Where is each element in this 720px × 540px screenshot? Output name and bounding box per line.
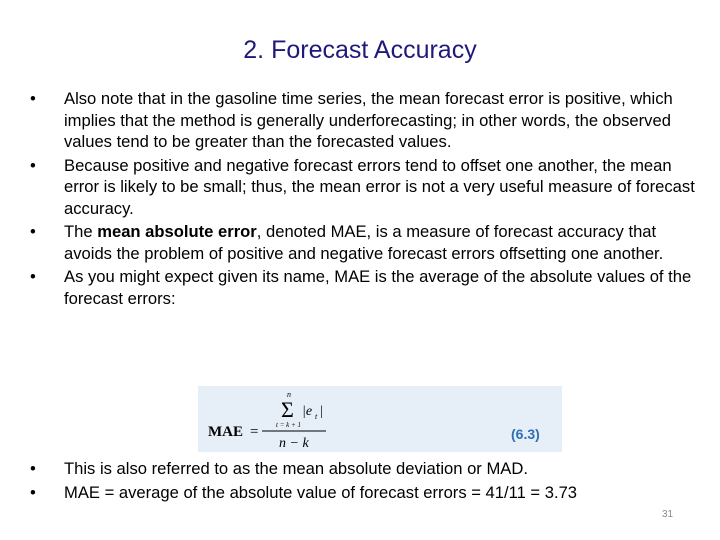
bullet-item <box>30 482 705 504</box>
bullet-item <box>30 88 705 153</box>
formula-lhs: MAE <box>208 424 243 440</box>
mae-formula <box>198 386 562 452</box>
bullet-term-bold: mean absolute error <box>97 222 257 241</box>
sum-lower-limit: t = k + 1 <box>276 421 301 429</box>
bullet-dot: • <box>30 482 36 502</box>
formula-equals: = <box>250 424 259 440</box>
bullet-text: This is also referred to as the mean absolute deviation or MAD. <box>64 459 528 478</box>
formula-graphic <box>198 386 562 452</box>
bullet-text-rest: , denoted MAE, is a measure of forecast accuracy that avoids the problem of positive and negative forecast errors offsetting one another. <box>64 222 664 263</box>
bullet-text-lead: The <box>64 222 98 241</box>
slide-title: 2. Forecast Accuracy <box>243 36 477 64</box>
denominator: n − k <box>279 436 309 451</box>
bullet-dot: • <box>30 222 36 241</box>
bullet-item <box>30 266 705 309</box>
numerator-term: |e <box>302 404 313 419</box>
bullet-dot: • <box>30 459 36 478</box>
bullet-text: Also note that in the gasoline time series, the mean forecast error is positive, which implies that the method is generally underforecasting; in other words, the observed values tend to be greater than the forecasted values. <box>64 89 673 151</box>
bullet-dot: • <box>30 89 36 108</box>
page-number: 31 <box>662 509 674 520</box>
sigma-icon: Σ <box>281 397 294 422</box>
equation-number: (6.3) <box>511 426 540 442</box>
bottom-bullet-list <box>30 458 705 505</box>
bullet-item <box>30 221 705 264</box>
bullet-text: As you might expect given its name, MAE is the average of the absolute values of the forecast errors: <box>64 267 692 308</box>
numerator-subscript: t <box>315 412 318 421</box>
bullet-text: MAE = average of the absolute value of forecast errors = 41/11 = 3.73 <box>64 482 578 502</box>
bullet-item <box>30 458 705 480</box>
bullet-list <box>30 88 705 311</box>
bullet-item <box>30 155 705 220</box>
bullet-dot: • <box>30 155 36 175</box>
bullet-dot: • <box>30 267 36 286</box>
sum-upper-limit: n <box>287 390 291 399</box>
numerator-close: | <box>320 404 323 419</box>
bullet-text: Because positive and negative forecast errors tend to offset one another, the mean error is likely to be small; thus, the mean error is not a very useful measure of forecast accuracy. <box>64 155 695 218</box>
